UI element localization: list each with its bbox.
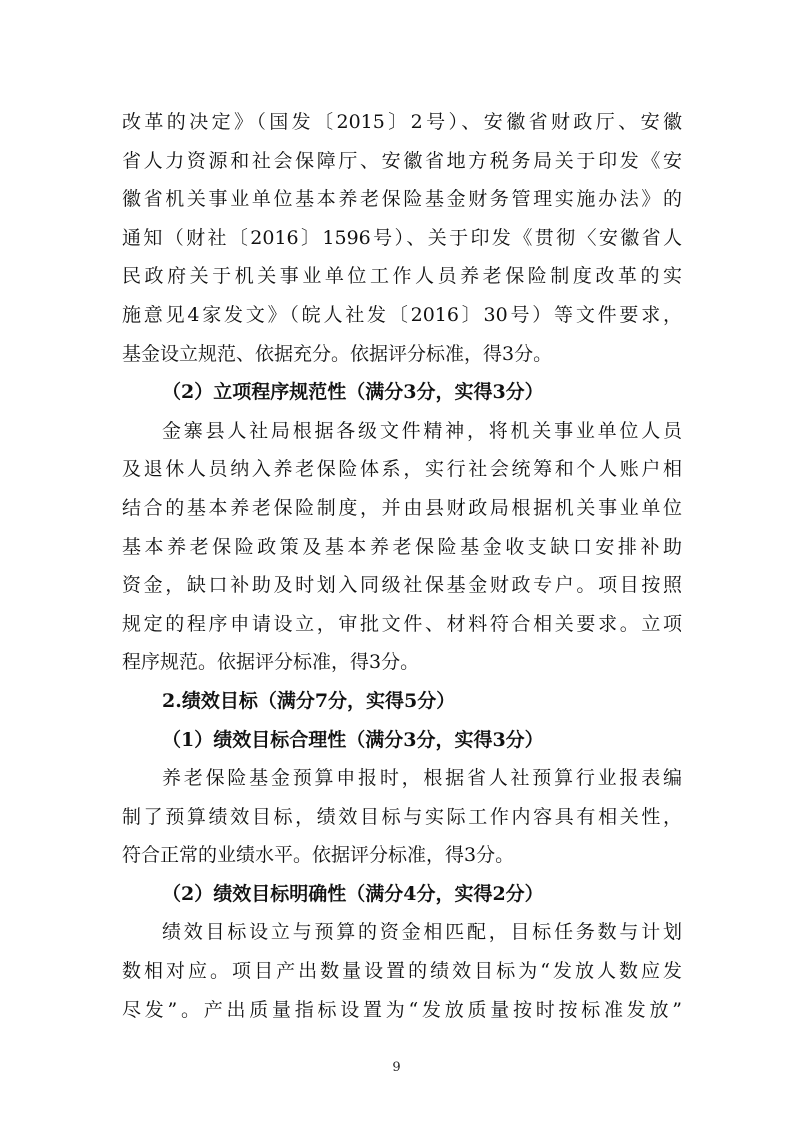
paragraph-line: 通知（财社〔2016〕1596号）、关于印发《贯彻〈安徽省人 xyxy=(122,226,682,249)
paragraph-line: 数相对应。项目产出数量设置的绩效目标为“发放人数应发 xyxy=(122,960,682,983)
paragraph-line: 程序规范。依据评分标准，得3分。 xyxy=(122,651,420,674)
paragraph-line: 绩效目标设立与预算的资金相匹配，目标任务数与计划 xyxy=(162,921,682,944)
paragraph-line: 制了预算绩效目标，绩效目标与实际工作内容具有相关性， xyxy=(122,805,682,828)
paragraph-line: 改革的决定》（国发〔2015〕2号）、安徽省财政厅、安徽 xyxy=(122,111,682,133)
section-heading: （2）立项程序规范性（满分3分，实得3分） xyxy=(162,381,544,404)
paragraph-line: 施意见4家发文》（皖人社发〔2016〕30号）等文件要求， xyxy=(122,303,682,326)
paragraph-line: 民政府关于机关事业单位工作人员养老保险制度改革的实 xyxy=(122,265,682,288)
paragraph-line: 资金，缺口补助及时划入同级社保基金财政专户。项目按照 xyxy=(122,574,682,597)
paragraph-line: 养老保险基金预算申报时，根据省人社预算行业报表编 xyxy=(162,767,682,790)
paragraph-line: 结合的基本养老保险制度，并由县财政局根据机关事业单位 xyxy=(122,496,682,519)
document-body xyxy=(122,103,682,1029)
paragraph-line: 徽省机关事业单位基本养老保险基金财务管理实施办法》的 xyxy=(122,188,682,211)
section-heading: （2）绩效目标明确性（满分4分，实得2分） xyxy=(162,882,544,905)
paragraph-line: 金寨县人社局根据各级文件精神，将机关事业单位人员 xyxy=(162,419,682,442)
paragraph-line: 及退休人员纳入养老保险体系，实行社会统筹和个人账户相 xyxy=(122,458,682,481)
paragraph-line: 符合正常的业绩水平。依据评分标准，得3分。 xyxy=(122,844,515,867)
paragraph-line: 省人力资源和社会保障厅、安徽省地方税务局关于印发《安 xyxy=(122,149,682,172)
paragraph-line: 规定的程序申请设立，审批文件、材料符合相关要求。立项 xyxy=(122,612,682,635)
paragraph-line: 基金设立规范、依据充分。依据评分标准，得3分。 xyxy=(122,342,553,365)
paragraph-line: 基本养老保险政策及基本养老保险基金收支缺口安排补助 xyxy=(122,535,682,558)
section-heading: （1）绩效目标合理性（满分3分，实得3分） xyxy=(162,728,544,751)
paragraph-line: 尽发”。产出质量指标设置为“发放质量按时按标准发放” xyxy=(122,998,682,1021)
page-number: 9 xyxy=(392,1060,401,1075)
section-heading: 2.绩效目标（满分7分，实得5分） xyxy=(162,689,456,712)
